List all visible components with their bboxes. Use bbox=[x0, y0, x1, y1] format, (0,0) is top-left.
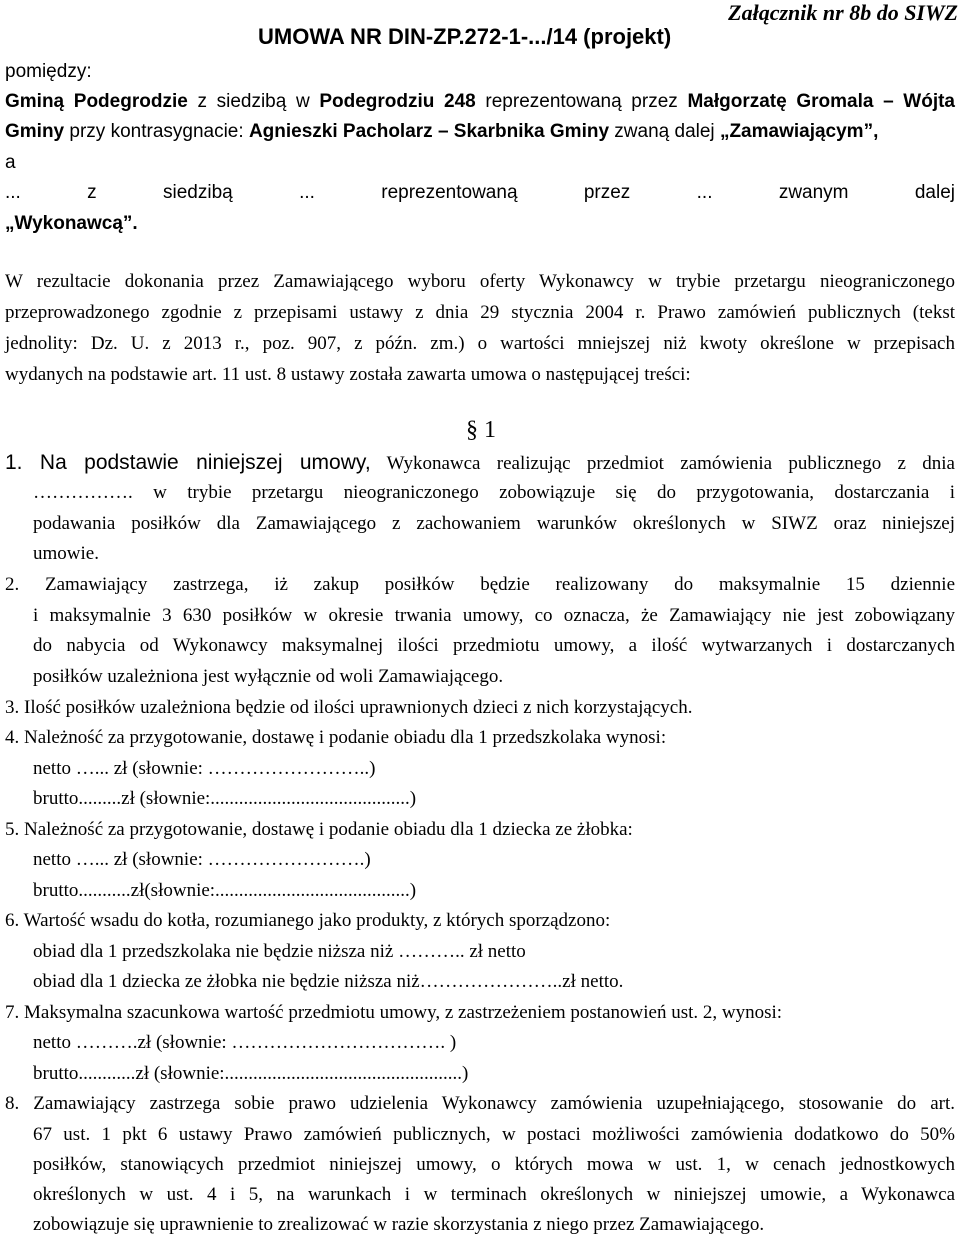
item-8-line-1: 8. Zamawiający zastrzega sobie prawo udzielenia Wykonawcy zamówienia uzupełniającego, stosowanie do art. bbox=[5, 1093, 955, 1114]
item-1-line-2: ……………. w trybie przetargu nieograniczonego zobowiązuje się do przygotowania, dostarczania i bbox=[33, 482, 955, 503]
attachment-label: Załącznik nr 8b do SIWZ bbox=[728, 0, 958, 25]
party-text: przy kontrasygnacie: bbox=[64, 121, 249, 142]
between-label: pomiędzy: bbox=[5, 61, 92, 82]
party-text: z siedzibą w bbox=[187, 91, 320, 112]
party-text: reprezentowaną przez bbox=[475, 91, 688, 112]
document-title: UMOWA NR DIN-ZP.272-1-.../14 (projekt) bbox=[258, 24, 672, 49]
item-8-line-4: określonych w ust. 4 i 5, na warunkach i w terminach określonych w niniejszej umowie, a Wykonawca bbox=[33, 1184, 955, 1205]
item-6: 6. Wartość wsadu do kotła, rozumianego jako produkty, z których sporządzono: bbox=[5, 910, 611, 931]
parties-line-4: ... z siedzibą ... reprezentowaną przez ... zwanym dalej bbox=[5, 182, 955, 203]
party-representative: Małgorzatę Gromala – Wójta bbox=[687, 91, 955, 112]
intro-line-3: jednolity: Dz. U. z 2013 r., poz. 907, z późn. zm.) o wartości mniejszej niż kwoty określone w przepisach bbox=[5, 333, 955, 354]
item-1-lead: 1. Na podstawie niniejszej umowy, bbox=[5, 451, 371, 474]
item-4: 4. Należność za przygotowanie, dostawę i podanie obiadu dla 1 przedszkolaka wynosi: bbox=[5, 727, 667, 748]
item-4-gross: brutto.........zł (słownie:..........................................) bbox=[33, 788, 417, 809]
party-municipality-cont: Gminy bbox=[5, 121, 65, 142]
item-8-line-5: zobowiązuje się uprawnienie to zrealizować w razie skorzystania z niego przez Zamawiającego. bbox=[33, 1214, 765, 1235]
item-6-nursery: obiad dla 1 dziecka ze żłobka nie będzie niższa niż…………………..zł netto. bbox=[33, 971, 624, 992]
parties-line-2 bbox=[5, 121, 878, 143]
item-2-line-3: do nabycia od Wykonawcy maksymalnej ilości przedmiotu umowy, a ilość wytwarzanych i dostarczanych bbox=[33, 635, 955, 656]
item-1-text: Wykonawca realizując przedmiot zamówienia publicznego z dnia bbox=[386, 453, 955, 474]
section-heading: § 1 bbox=[466, 417, 496, 443]
intro-line-4: wydanych na podstawie art. 11 ust. 8 ustawy została zawarta umowa o następującej treści: bbox=[5, 364, 691, 385]
parties-line-1 bbox=[5, 91, 955, 113]
item-2-line-1: 2. Zamawiający zastrzega, iż zakup posiłków będzie realizowany do maksymalnie 15 dziennie bbox=[5, 574, 955, 595]
intro-line-2: przeprowadzonego zgodnie z przepisami ustawy z dnia 29 stycznia 2004 r. Prawo zamówień publicznych (tekst bbox=[5, 302, 955, 323]
item-1-line-1 bbox=[5, 451, 955, 475]
party-municipality: Gminą Podegrodzie bbox=[5, 91, 188, 112]
contractor-term: „Wykonawcą”. bbox=[5, 213, 138, 234]
item-1-line-4: umowie. bbox=[33, 543, 99, 564]
parties-line-3: a bbox=[5, 152, 16, 173]
item-5: 5. Należność za przygotowanie, dostawę i podanie obiadu dla 1 dziecka ze żłobka: bbox=[5, 819, 633, 840]
party-text: zwaną dalej bbox=[609, 121, 720, 142]
item-7-gross: brutto............zł (słownie:..................................................) bbox=[33, 1063, 469, 1084]
item-7-net: netto ……….zł (słownie: ……………………………. ) bbox=[33, 1032, 457, 1053]
item-6-preschool: obiad dla 1 przedszkolaka nie będzie niższa niż ……….. zł netto bbox=[33, 941, 526, 962]
intro-line-1: W rezultacie dokonania przez Zamawiającego wyboru oferty Wykonawcy w trybie przetargu nieograniczonego bbox=[5, 271, 955, 292]
item-8-line-2: 67 ust. 1 pkt 6 ustawy Prawo zamówień publicznych, w postaci możliwości zamówienia dodatkowo do 50% bbox=[33, 1124, 955, 1145]
party-seat: Podegrodziu 248 bbox=[319, 91, 476, 112]
item-5-gross: brutto...........zł(słownie:.........................................) bbox=[33, 880, 417, 901]
item-3: 3. Ilość posiłków uzależniona będzie od ilości uprawnionych dzieci z nich korzystających. bbox=[5, 697, 693, 718]
item-2-line-4: posiłków uzależniona jest wyłącznie od woli Zamawiającego. bbox=[33, 666, 504, 687]
item-1-line-3: podawania posiłków dla Zamawiającego z zachowaniem warunków określonych w SIWZ oraz niniejszej bbox=[33, 513, 955, 534]
party-treasurer: Agnieszki Pacholarz – Skarbnika Gminy bbox=[248, 121, 610, 142]
item-4-net: netto …... zł (słownie: ……………………..) bbox=[33, 758, 376, 779]
item-7: 7. Maksymalna szacunkowa wartość przedmiotu umowy, z zastrzeżeniem postanowień ust. 2, wynosi: bbox=[5, 1002, 783, 1023]
item-2-line-2: i maksymalnie 3 630 posiłków w okresie trwania umowy, co oznacza, że Zamawiający nie jest zobowiązany bbox=[33, 605, 955, 626]
item-8-line-3: posiłków, stanowiących przedmiot niniejszej umowy, o których mowa w ust. 1, w cenach jednostkowych bbox=[33, 1154, 955, 1175]
party-ordering-term: „Zamawiającym”, bbox=[719, 121, 879, 142]
item-5-net: netto …... zł (słownie: …………………….) bbox=[33, 849, 371, 870]
